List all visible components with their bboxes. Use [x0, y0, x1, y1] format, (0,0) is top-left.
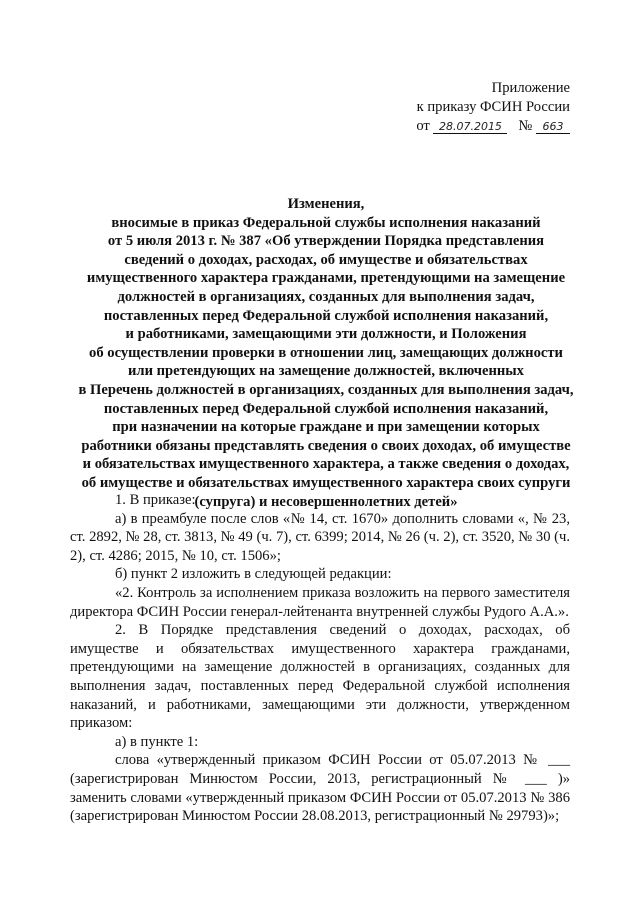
title-line: должностей в организациях, созданных для выполнения задач,	[117, 288, 535, 305]
title-line: от 5 июля 2013 г. № 387 «Об утверждении Порядка представления	[107, 233, 545, 250]
document-title	[70, 195, 582, 511]
paragraph-2a-text: слова «утвержденный приказом ФСИН России от 05.07.2013 № ___ (зарегистрирован Минюстом России, 2013, регистрационный № ___ )» заменить словами «утвержденный приказом ФСИН России от 05.07.2013 № 386 (зарегистрирован Минюстом России 28.08.2013, регистрационный № 29793)»;	[70, 752, 570, 825]
title-line: (супруга) и несовершеннолетних детей»	[194, 493, 458, 510]
paragraph-2: 2. В Порядке представления сведений о доходах, расходах, об имуществе и обязательствах имущественного характера гражданами, претендующими на замещение должностей в организациях, созданных для выполнения задач, поставленных перед Федеральной службой исполнения наказаний, и работниками, замещающими эти должности, утвержденном приказом:	[70, 622, 570, 732]
annex-from-label: от	[416, 118, 430, 134]
title-heading: Изменения,	[287, 196, 365, 212]
title-line: вносимые в приказ Федеральной службы исполнения наказаний	[111, 214, 541, 231]
title-line: и работниками, замещающими эти должности, и Положения	[125, 326, 527, 343]
title-line: имущественного характера гражданами, претендующими на замещение	[86, 270, 566, 287]
paragraph-2a: а) в пункте 1:	[115, 733, 199, 750]
title-line: работники обязаны представлять сведения о своих доходах, об имуществе	[81, 437, 571, 454]
paragraph-1: 1. В приказе:	[115, 492, 196, 508]
title-line: сведений о доходах, расходах, об имуществе и обязательствах	[124, 251, 528, 268]
annex-block	[398, 79, 570, 136]
title-line: в Перечень должностей в организациях, созданных для выполнения задач,	[78, 381, 574, 398]
annex-title: Приложение	[491, 80, 570, 96]
title-line: об осуществлении проверки в отношении лиц, замещающих должности	[89, 344, 563, 361]
title-line: и обязательствах имущественного характера, а также сведения о доходах,	[82, 456, 570, 473]
annex-date-number-line	[398, 117, 570, 136]
title-line: или претендующих на замещение должностей, включенных	[128, 363, 524, 380]
handwritten-date: 28.07.2015	[433, 121, 507, 134]
handwritten-number: 663	[536, 121, 570, 134]
paragraph-1a: а) в преамбуле после слов «№ 14, ст. 1670» дополнить словами «, № 23, ст. 2892, № 28, ст. 3813, № 49 (ч. 7), ст. 6399; 2014, № 26 (ч. 2), ст. 3520, № 30 (ч. 2), ст. 4286; 2015, № 10, ст. 1506»;	[70, 510, 570, 564]
title-line: при назначении на которые граждане и при замещении которых	[112, 419, 540, 436]
paragraph-1b: б) пункт 2 изложить в следующей редакции:	[115, 566, 392, 583]
paragraph-1b-text: «2. Контроль за исполнением приказа возложить на первого заместителя директора ФСИН России генерал-лейтенанта внутренней службы Рудого А.А.».	[70, 584, 570, 620]
title-line: поставленных перед Федеральной службой исполнения наказаний,	[103, 400, 549, 417]
annex-order-ref: к приказу ФСИН России	[416, 99, 570, 115]
annex-number-label: №	[518, 118, 533, 134]
document-body	[70, 491, 570, 826]
title-line: об имуществе и обязательствах имущественного характера своих супруги	[81, 474, 571, 491]
title-line: поставленных перед Федеральной службой исполнения наказаний,	[103, 307, 549, 324]
